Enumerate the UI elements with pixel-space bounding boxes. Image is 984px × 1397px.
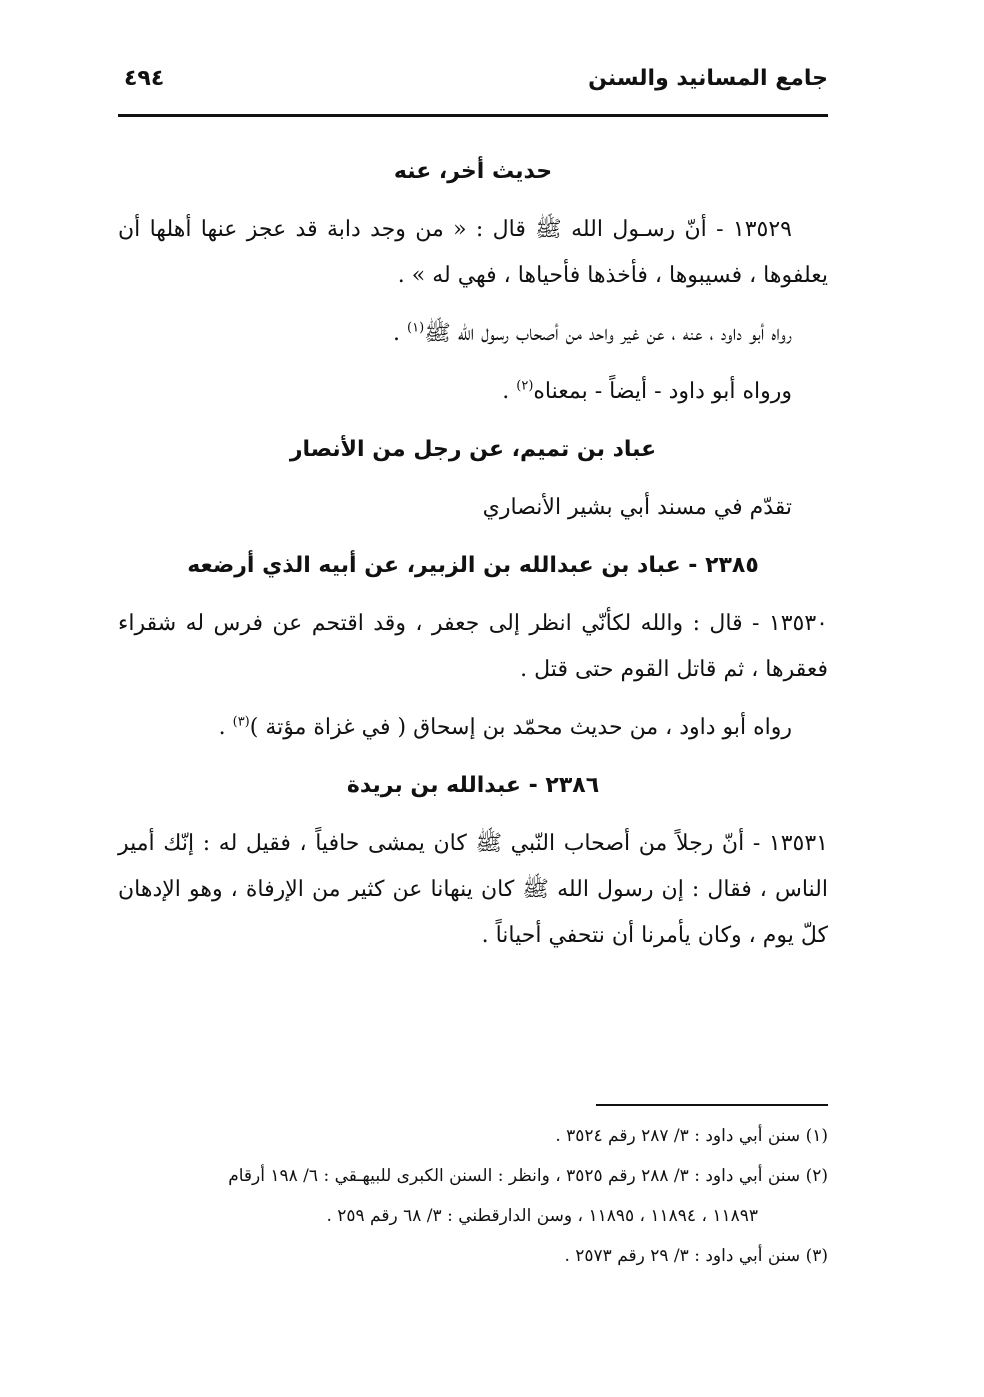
narration-note-3 bbox=[118, 705, 828, 751]
section-heading-another-hadith: حديث أخر، عنه bbox=[393, 159, 553, 184]
narration-text: ورواه أبو داود - أيضاً - بمعناه bbox=[533, 379, 792, 404]
running-header bbox=[118, 58, 828, 108]
narration-end: . bbox=[502, 379, 517, 404]
narration-note-2 bbox=[118, 369, 828, 415]
narration-end: . bbox=[393, 321, 408, 346]
footnote-2-continued: ١١٨٩٣ ، ١١٨٩٤ ، ١١٨٩٥ ، وسن الدارقطني : ٣/ ٦٨ رقم ٢٥٩ . bbox=[326, 1206, 758, 1226]
main-text bbox=[118, 149, 828, 959]
hadith-13531: ١٣٥٣١ - أنّ رجلاً من أصحاب النّبي ﷺ كان يمشى حافياً ، فقيل له : إنّك أمير الناس ، فقال : إن رسول الله ﷺ كان ينهانا عن كثير من الإرفاة ، وهو الإدهان كلّ يوم ، وكان يأمرنا أن نتحفي أحياناً . bbox=[118, 831, 828, 948]
hadith-13529: ١٣٥٢٩ - أنّ رسـول الله ﷺ قال : « من وجد دابة قد عجز عنها أهلها أن يعلفوها ، فسيبوها ، فأخذها فأحياها ، فهي له » . bbox=[118, 217, 828, 288]
section-heading-abbad-bin-tamim: عباد بن تميم، عن رجل من الأنصار bbox=[289, 437, 657, 462]
footnote-ref-3[interactable]: (٣) bbox=[232, 714, 250, 730]
narration-text: رواه أبو داود ، عنه ، عن غير واحد من أصحاب رسول الله ﷺ bbox=[424, 321, 792, 346]
narration-end: . bbox=[218, 715, 233, 740]
footnote-ref-2[interactable]: (٢) bbox=[516, 378, 534, 394]
running-title: جامع المسانيد والسنن bbox=[588, 66, 828, 91]
footnote-1: (١) سنن أبي داود : ٣/ ٢٨٧ رقم ٣٥٢٤ . bbox=[555, 1126, 828, 1146]
section-heading-2385: ٢٣٨٥ - عباد بن عبدالله بن الزبير، عن أبيه الذي أرضعه bbox=[187, 553, 759, 578]
cross-reference: تقدّم في مسند أبي بشير الأنصاري bbox=[482, 495, 792, 520]
page bbox=[118, 58, 828, 1266]
hadith-13530: ١٣٥٣٠ - قال : والله لكأنّي انظر إلى جعفر ، وقد اقتحم عن فرس له شقراء فعقرها ، ثم قاتل القوم حتى قتل . bbox=[118, 611, 828, 682]
header-rule bbox=[118, 114, 828, 117]
footnote-2: (٢) سنن أبي داود : ٣/ ٢٨٨ رقم ٣٥٢٥ ، وانظر : السنن الكبرى للبيهـقي : ٦/ ١٩٨ أرقام bbox=[228, 1166, 828, 1186]
narration-note-1 bbox=[118, 311, 828, 357]
footnote-rule bbox=[596, 1104, 828, 1106]
narration-text: رواه أبو داود ، من حديث محمّد بن إسحاق ( في غزاة مؤتة ) bbox=[249, 715, 792, 740]
footnotes bbox=[118, 1104, 828, 1276]
section-heading-2386: ٢٣٨٦ - عبدالله بن بريدة bbox=[346, 773, 600, 798]
page-number: ٤٩٤ bbox=[124, 66, 165, 91]
footnote-ref-1[interactable]: (١) bbox=[407, 320, 425, 336]
footnote-3: (٣) سنن أبي داود : ٣/ ٢٩ رقم ٢٥٧٣ . bbox=[564, 1246, 828, 1266]
